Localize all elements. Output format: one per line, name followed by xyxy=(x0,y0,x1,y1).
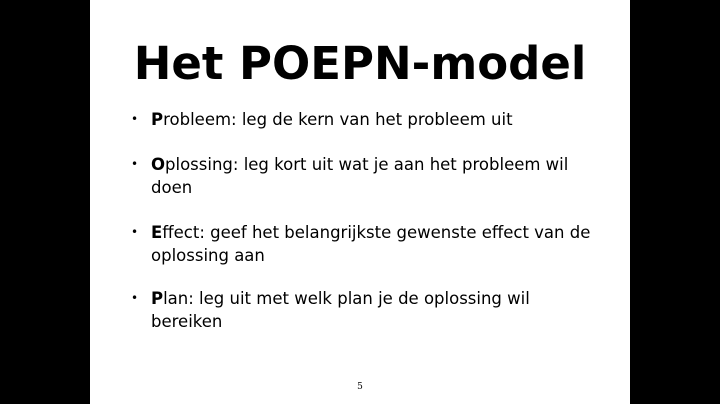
bullet-list xyxy=(126,108,606,333)
bullet-initial: E xyxy=(151,223,163,242)
bullet-initial: O xyxy=(151,155,166,174)
bullet-icon: • xyxy=(131,112,139,126)
bullet-initial: P xyxy=(151,110,164,129)
bullet-item-probleem xyxy=(126,108,606,131)
bullet-item-effect xyxy=(126,221,606,267)
bullet-text: lan: leg uit met welk plan je de oplossing wil bereiken xyxy=(151,289,530,331)
slide-title: Het POEPN-model xyxy=(133,37,587,90)
bullet-item-oplossing xyxy=(126,153,606,199)
bullet-text: robleem: leg de kern van het probleem uit xyxy=(163,110,513,129)
bullet-icon: • xyxy=(131,157,139,171)
bullet-text: ffect: geef het belangrijkste gewenste effect van de oplossing aan xyxy=(151,223,591,265)
presentation-slide xyxy=(90,0,630,404)
bullet-icon: • xyxy=(131,291,139,305)
bullet-icon: • xyxy=(131,225,139,239)
page-number: 5 xyxy=(357,382,363,392)
bullet-initial: P xyxy=(151,289,164,308)
bullet-text: plossing: leg kort uit wat je aan het probleem wil doen xyxy=(151,155,569,197)
bullet-item-plan xyxy=(126,287,606,333)
